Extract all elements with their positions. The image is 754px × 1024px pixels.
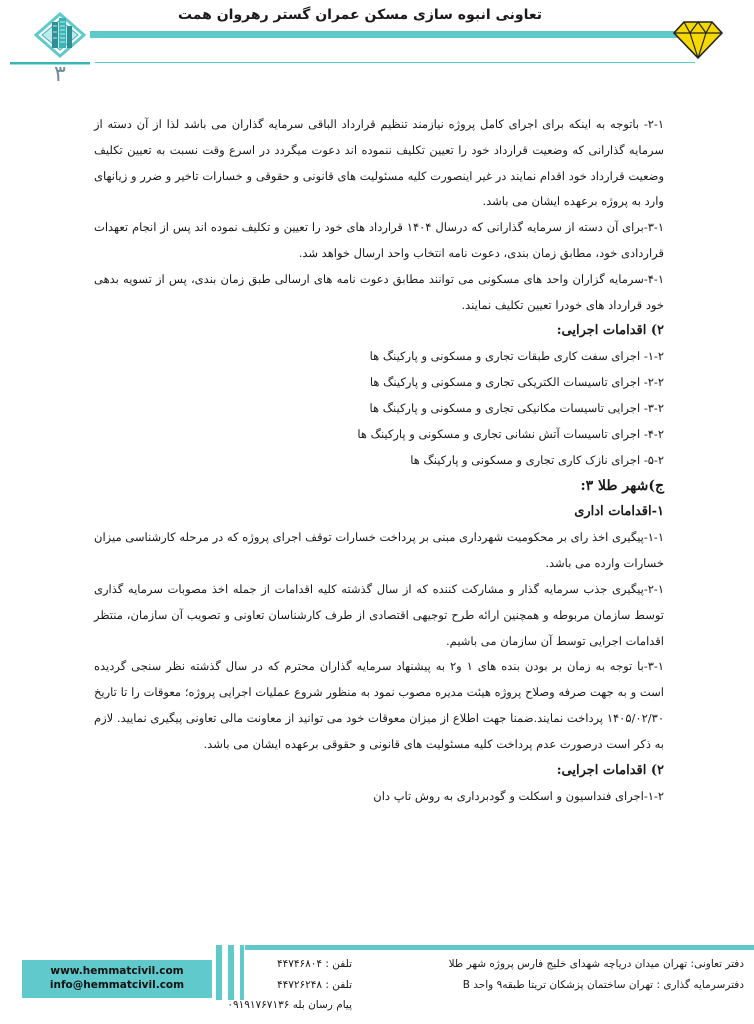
header-divider bbox=[95, 62, 695, 63]
header-title: تعاونی انبوه سازی مسکن عمران گستر رهروان همت bbox=[177, 7, 543, 23]
paragraph-2-1: ۲-۱- باتوجه به اینکه برای اجرای کامل پروژه نیازمند تنظیم قرارداد الباقی سرمایه گذاران می باشد لذا از آن دسته از سرمایه گذارانی که وضعیت قرارداد خود را تعیین تکلیف ننموده اند دعوت میگردد در اسرع وقت نسبت به تعیین تکلیف وضعیت قرارداد خود اقدام نمایند در غیر اینصورت کلیه مسئولیت های قانونی و حقوقی و خسارات تاخیر و ضرر و زیانهای وارد به پروژه برعهده ایشان می باشد. bbox=[94, 117, 664, 209]
email-link[interactable]: info@hemmatcivil.com bbox=[49, 979, 185, 991]
address-cooperative: دفتر تعاونی: تهران میدان دریاچه شهدای خلیج فارس پروژه شهر طلا bbox=[448, 958, 744, 970]
phone-1: تلفن : ۴۴۷۴۶۸۰۴ bbox=[276, 958, 352, 970]
document-body bbox=[94, 112, 664, 809]
section-heading-executive: ۲) اقدامات اجرایی: bbox=[556, 323, 664, 339]
paragraph-admin-1-1: ۱-۱-پیگیری اخذ رای بر محکومیت شهرداری مبنی بر پرداخت خسارات توقف اجرای پروژه که در مرحله کارشناسی میزان خسارات وارده می باشد. bbox=[94, 530, 664, 571]
footer-stripe bbox=[228, 945, 234, 1000]
footer-stripe bbox=[216, 945, 222, 1000]
footer-contact-box bbox=[22, 960, 212, 998]
exec-item: ۴-۲- اجرای تاسیسات آتش نشانی تجاری و مسکونی و پارکینگ ها bbox=[357, 426, 664, 441]
phone-2: تلفن : ۴۴۷۲۶۲۴۸ bbox=[276, 979, 352, 991]
exec-item: ۲-۲- اجرای تاسیسات الکتریکی تجاری و مسکونی و پارکینگ ها bbox=[369, 375, 664, 390]
header-bar bbox=[90, 31, 695, 38]
website-link[interactable]: www.hemmatcivil.com bbox=[50, 965, 184, 977]
paragraph-3-1: ۳-۱-برای آن دسته از سرمایه گذارانی که درسال ۱۴۰۴ قرارداد های خود را تعیین و تکلیف نموده اند پس از انجام تعهدات قراردادی خود، مطابق زمان بندی، دعوت نامه انتخاب واحد ارسال خواهد شد. bbox=[94, 220, 664, 260]
exec-item: ۱-۲- اجرای سفت کاری طبقات تجاری و مسکونی و پارکینگ ها bbox=[369, 349, 664, 364]
exec2-item: ۱-۲-اجرای فنداسیون و اسکلت و گودبرداری به روش تاپ دان bbox=[373, 788, 664, 803]
paragraph-admin-3-1: ۳-۱-با توجه به زمان بر بودن بنده های ۱ و۲ به پیشنهاد سرمایه گذاران محترم که در سال گذشته نظر سنجی گردیده است و به جهت صرفه وصلاح پروژه هیئت مدیره مصوب نمود به منظور شروع عملیات اجرایی پروژه؛ معوقات را تا تاریخ ۱۴۰۵/۰۲/۳۰ پرداخت نمایند.ضمنا جهت اطلاع از میزان معوقات خود می توانید از معاونت مالی تعاونی پیگیری نمایید. لازم به ذکر است درصورت عدم پرداخت کلیه مسئولیت های قانونی و حقوقی برعهده ایشان می باشد. bbox=[94, 659, 664, 751]
messenger-number: پیام رسان بله ۰۹۱۹۱۷۶۷۱۳۶ bbox=[227, 999, 352, 1011]
building-logo-icon bbox=[34, 12, 86, 58]
exec-item: ۳-۲- اجرایی تاسیسات مکانیکی تجاری و مسکونی و پارکینگ ها bbox=[369, 400, 664, 415]
exec-item: ۵-۲- اجرای نازک کاری تجاری و مسکونی و پارکینگ ها bbox=[410, 452, 664, 467]
section-heading-executive-2: ۲) اقدامات اجرایی: bbox=[556, 762, 664, 778]
section-heading-city: ج)شهر طلا ۳: bbox=[580, 478, 664, 495]
address-investment: دفترسرمایه گذاری : تهران ساختمان پزشکان تریتا طبقه۹ واحد B bbox=[462, 979, 744, 991]
footer-bar bbox=[245, 945, 754, 950]
diamond-logo-icon bbox=[672, 20, 724, 60]
header-divider-left-light bbox=[10, 64, 90, 65]
page-number: ۳ bbox=[54, 62, 66, 87]
paragraph-4-1: ۴-۱-سرمایه گزاران واحد های مسکونی می توانند مطابق دعوت نامه های ارسالی طبق زمان بندی، پس از تسویه بدهی خود قرارداد های خودرا تعیین تکلیف نمایند. bbox=[94, 271, 664, 312]
section-heading-admin: ۱-اقدامات اداری bbox=[574, 504, 664, 520]
paragraph-admin-2-1: ۲-۱-پیگیری جذب سرمایه گذار و مشارکت کننده که از سال گذشته کلیه اقدامات از جمله اخذ مصوبات سرمایه گذاری توسط سازمان مربوطه و همچنین ارائه طرح توجیهی اقتصادی از طرف کارشناسان تعاونی و تصویب آن سازمان، منتظر اقدامات اجرایی توسط آن سازمان می باشیم. bbox=[94, 581, 664, 648]
footer-stripe bbox=[240, 945, 244, 1000]
